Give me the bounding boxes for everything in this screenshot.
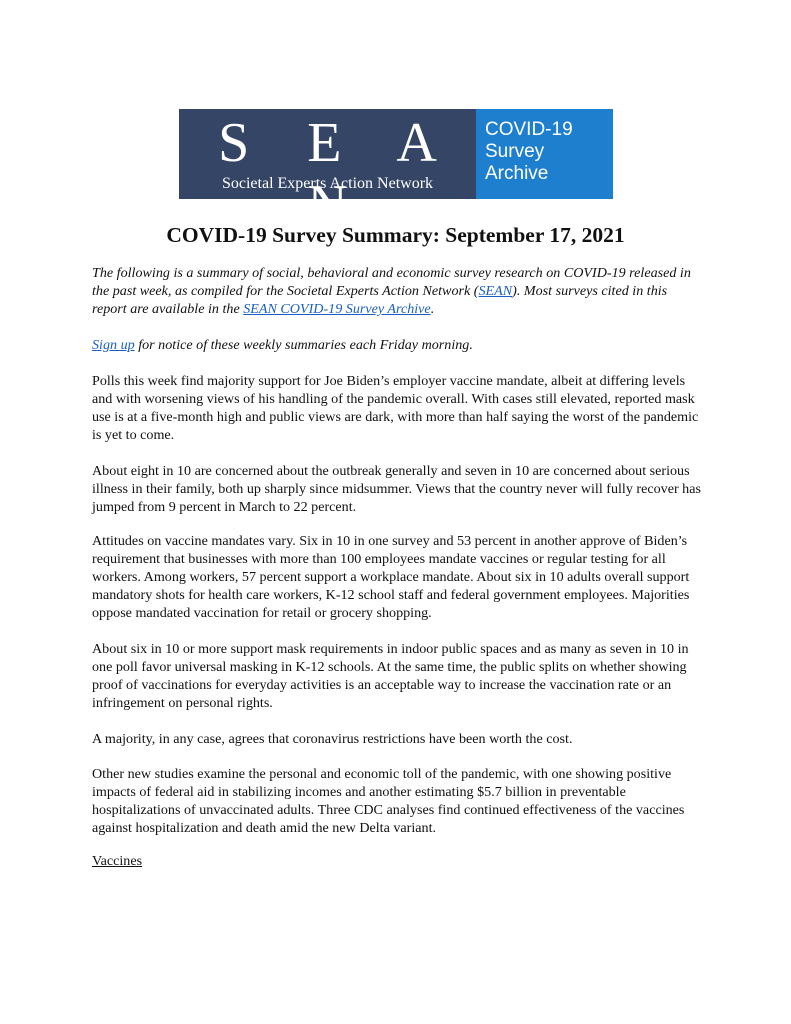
sean-logo-block	[179, 109, 476, 236]
survey-archive-badge	[476, 109, 613, 199]
signup-text: for notice of these weekly summaries each Friday morning.	[134, 337, 473, 353]
archive-line-1: COVID-19	[485, 119, 573, 140]
sean-link[interactable]: SEAN	[478, 283, 513, 299]
archive-line-3: Archive	[485, 163, 549, 184]
intro-text-middle: ). Most surveys cited in this report are available in the	[92, 283, 668, 317]
sean-logo-letters: S E A N	[218, 112, 459, 236]
body-paragraph-2: About eight in 10 are concerned about the outbreak generally and seven in 10 are concerned about serious illness in their family, both up sharply since midsummer. Views that the country never will fully recover has jumped from 9 percent in March to 22 percent.	[92, 463, 701, 515]
intro-paragraph	[92, 264, 704, 318]
section-heading-vaccines: Vaccines	[92, 853, 143, 869]
archive-line-2: Survey	[485, 141, 545, 162]
body-paragraph-5: A majority, in any case, agrees that coronavirus restrictions have been worth the cost.	[92, 731, 573, 747]
body-paragraph-1: Polls this week find majority support for Joe Biden’s employer vaccine mandate, albeit at differing levels and with worsening views of his handling of the pandemic overall. With cases still elevated, reported mask use is at a five-month high and public views are dark, with more than half saying the worst of the pandemic is yet to come.	[92, 373, 699, 443]
survey-archive-link[interactable]: SEAN COVID-19 Survey Archive	[243, 301, 431, 317]
body-paragraph-6: Other new studies examine the personal and economic toll of the pandemic, with one showing positive impacts of federal aid in stabilizing incomes and another estimating $5.7 billion in preventable hospitalizations of unvaccinated adults. Three CDC analyses find continued effectiveness of the vaccines against hospitalization and death amid the new Delta variant.	[92, 766, 685, 836]
signup-link[interactable]: Sign up	[92, 337, 135, 353]
signup-paragraph	[92, 336, 704, 354]
intro-text-after: .	[430, 301, 435, 317]
body-paragraph-3: Attitudes on vaccine mandates vary. Six in 10 in one survey and 53 percent in another approve of Biden’s requirement that businesses with more than 100 employees mandate vaccines or regular testing for all workers. Among workers, 57 percent support a workplace mandate. About six in 10 adults overall support mandatory shots for health care workers, K-12 school staff and federal government employees. Majorities oppose mandated vaccination for retail or grocery shopping.	[92, 533, 690, 621]
intro-text-before: The following is a summary of social, behavioral and economic survey research on COVID-19 released in the past week, as compiled for the Societal Experts Action Network (	[92, 265, 691, 299]
sean-logo-subtitle: Societal Experts Action Network	[221, 175, 434, 192]
page-title: COVID-19 Survey Summary: September 17, 2021	[166, 223, 625, 247]
body-paragraph-4: About six in 10 or more support mask requirements in indoor public spaces and as many as seven in 10 in one poll favor universal masking in K-12 schools. At the same time, the public splits on whether showing proof of vaccinations for everyday activities is an acceptable way to increase the vaccination rate or an infringement on personal rights.	[92, 641, 689, 711]
